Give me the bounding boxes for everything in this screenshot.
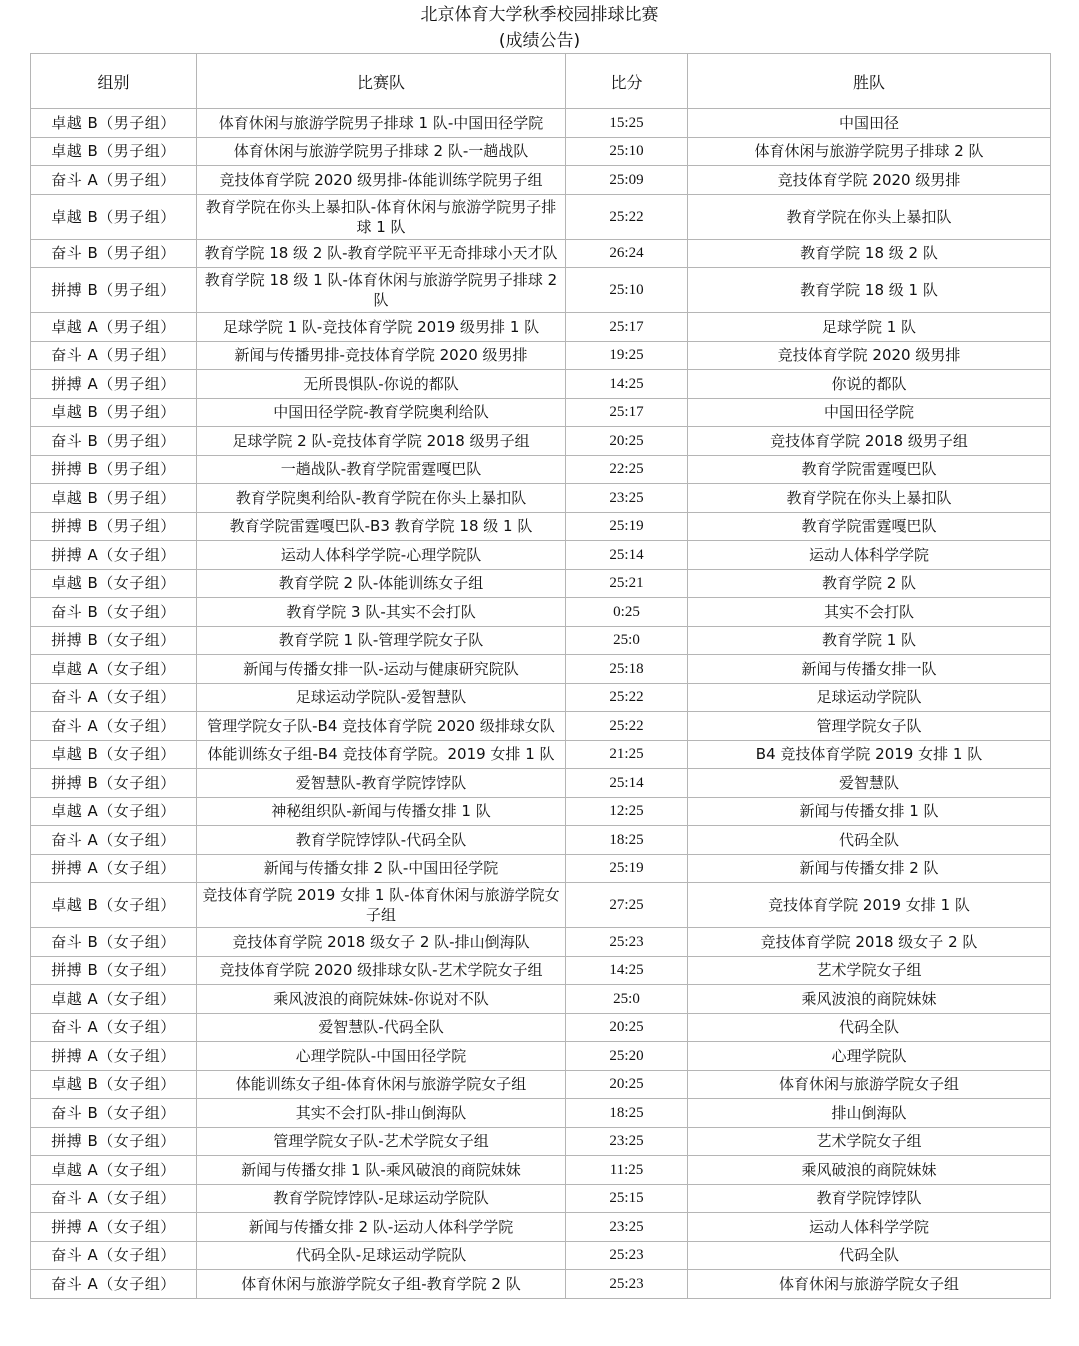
winner-cell: 教育学院饽饽队 (688, 1184, 1051, 1213)
winner-cell: 代码全队 (688, 826, 1051, 855)
score-cell: 22:25 (566, 455, 688, 484)
table-row (31, 826, 1051, 855)
teams-cell: 体能训练女子组-B4 竞技体育学院。2019 女排 1 队 (197, 740, 566, 769)
page-subtitle: (成绩公告) (498, 31, 581, 51)
group-cell: 拼搏 B（女子组） (31, 956, 197, 985)
teams-cell: 竞技体育学院 2019 女排 1 队-体育休闲与旅游学院女子组 (197, 883, 566, 928)
page-title: 北京体育大学秋季校园排球比赛 (420, 5, 659, 25)
table-row (31, 370, 1051, 399)
score-cell: 25:18 (566, 655, 688, 684)
group-cell: 拼搏 A（女子组） (31, 1213, 197, 1242)
winner-cell: 足球运动学院队 (688, 683, 1051, 712)
group-cell: 卓越 A（女子组） (31, 1156, 197, 1185)
winner-cell: 心理学院队 (688, 1042, 1051, 1071)
table-row (31, 626, 1051, 655)
score-cell: 21:25 (566, 740, 688, 769)
group-cell: 卓越 A（女子组） (31, 655, 197, 684)
score-cell: 12:25 (566, 797, 688, 826)
winner-cell: 中国田径 (688, 109, 1051, 138)
winner-cell: 体育休闲与旅游学院女子组 (688, 1070, 1051, 1099)
winner-cell: 教育学院 1 队 (688, 626, 1051, 655)
group-cell: 奋斗 B（女子组） (31, 1099, 197, 1128)
group-cell: 拼搏 A（男子组） (31, 370, 197, 399)
winner-cell: 新闻与传播女排一队 (688, 655, 1051, 684)
score-cell: 25:15 (566, 1184, 688, 1213)
table-row (31, 166, 1051, 195)
teams-cell: 体能训练女子组-体育休闲与旅游学院女子组 (197, 1070, 566, 1099)
teams-cell: 新闻与传播女排 1 队-乘风破浪的商院妹妹 (197, 1156, 566, 1185)
group-cell: 卓越 B（女子组） (31, 569, 197, 598)
score-cell: 19:25 (566, 341, 688, 370)
table-row (31, 928, 1051, 957)
teams-cell: 教育学院奥利给队-教育学院在你头上暴扣队 (197, 484, 566, 513)
score-cell: 23:25 (566, 1213, 688, 1242)
table-row (31, 569, 1051, 598)
table-row (31, 769, 1051, 798)
teams-cell: 心理学院队-中国田径学院 (197, 1042, 566, 1071)
group-cell: 奋斗 A（女子组） (31, 683, 197, 712)
winner-cell: 你说的都队 (688, 370, 1051, 399)
teams-cell: 爱智慧队-代码全队 (197, 1013, 566, 1042)
teams-cell: 代码全队-足球运动学院队 (197, 1241, 566, 1270)
table-row (31, 1042, 1051, 1071)
score-cell: 25:23 (566, 1270, 688, 1299)
winner-cell: 竞技体育学院 2020 级男排 (688, 166, 1051, 195)
table-row (31, 194, 1051, 239)
score-cell: 25:10 (566, 268, 688, 313)
table-row (31, 427, 1051, 456)
group-cell: 奋斗 B（男子组） (31, 239, 197, 268)
group-cell: 卓越 A（女子组） (31, 797, 197, 826)
group-cell: 拼搏 B（女子组） (31, 769, 197, 798)
teams-cell: 教育学院 2 队-体能训练女子组 (197, 569, 566, 598)
table-row (31, 239, 1051, 268)
table-row (31, 740, 1051, 769)
score-cell: 15:25 (566, 109, 688, 138)
table-row (31, 341, 1051, 370)
winner-cell: 竞技体育学院 2020 级男排 (688, 341, 1051, 370)
group-cell: 卓越 B（女子组） (31, 1070, 197, 1099)
score-cell: 25:0 (566, 985, 688, 1014)
teams-cell: 体育休闲与旅游学院男子排球 1 队-中国田径学院 (197, 109, 566, 138)
teams-cell: 管理学院女子队-艺术学院女子组 (197, 1127, 566, 1156)
score-cell: 14:25 (566, 956, 688, 985)
teams-cell: 新闻与传播女排 2 队-中国田径学院 (197, 854, 566, 883)
score-cell: 25:23 (566, 1241, 688, 1270)
table-row (31, 268, 1051, 313)
score-cell: 25:14 (566, 769, 688, 798)
winner-cell: 竞技体育学院 2018 级女子 2 队 (688, 928, 1051, 957)
winner-cell: 运动人体科学学院 (688, 1213, 1051, 1242)
group-cell: 拼搏 A（女子组） (31, 541, 197, 570)
group-cell: 卓越 B（女子组） (31, 883, 197, 928)
group-cell: 卓越 B（男子组） (31, 484, 197, 513)
winner-cell: 教育学院雷霆嘎巴队 (688, 455, 1051, 484)
header-row (31, 54, 1051, 109)
group-cell: 拼搏 B（男子组） (31, 455, 197, 484)
group-cell: 奋斗 B（女子组） (31, 928, 197, 957)
group-cell: 卓越 B（男子组） (31, 398, 197, 427)
table-row (31, 137, 1051, 166)
teams-cell: 体育休闲与旅游学院女子组-教育学院 2 队 (197, 1270, 566, 1299)
group-cell: 拼搏 A（女子组） (31, 1042, 197, 1071)
group-cell: 拼搏 B（男子组） (31, 268, 197, 313)
winner-cell: 中国田径学院 (688, 398, 1051, 427)
table-row (31, 313, 1051, 342)
score-cell: 25:17 (566, 313, 688, 342)
score-cell: 25:0 (566, 626, 688, 655)
table-row (31, 1127, 1051, 1156)
winner-cell: 教育学院 18 级 2 队 (688, 239, 1051, 268)
winner-cell: 乘风破浪的商院妹妹 (688, 1156, 1051, 1185)
teams-cell: 教育学院雷霆嘎巴队-B3 教育学院 18 级 1 队 (197, 512, 566, 541)
teams-cell: 一趟战队-教育学院雷霆嘎巴队 (197, 455, 566, 484)
results-table (30, 53, 1051, 1299)
teams-cell: 中国田径学院-教育学院奥利给队 (197, 398, 566, 427)
score-cell: 25:19 (566, 512, 688, 541)
winner-cell: 代码全队 (688, 1013, 1051, 1042)
score-cell: 25:20 (566, 1042, 688, 1071)
header-winner: 胜队 (688, 54, 1051, 109)
score-cell: 11:25 (566, 1156, 688, 1185)
table-row (31, 683, 1051, 712)
winner-cell: 代码全队 (688, 1241, 1051, 1270)
table-row (31, 1213, 1051, 1242)
table-row (31, 1270, 1051, 1299)
group-cell: 奋斗 B（男子组） (31, 427, 197, 456)
score-cell: 23:25 (566, 484, 688, 513)
table-row (31, 541, 1051, 570)
group-cell: 奋斗 A（女子组） (31, 1184, 197, 1213)
winner-cell: 新闻与传播女排 1 队 (688, 797, 1051, 826)
winner-cell: 艺术学院女子组 (688, 956, 1051, 985)
score-cell: 26:24 (566, 239, 688, 268)
table-row (31, 854, 1051, 883)
teams-cell: 教育学院饽饽队-代码全队 (197, 826, 566, 855)
teams-cell: 其实不会打队-排山倒海队 (197, 1099, 566, 1128)
group-cell: 卓越 A（男子组） (31, 313, 197, 342)
winner-cell: 足球学院 1 队 (688, 313, 1051, 342)
teams-cell: 教育学院 1 队-管理学院女子队 (197, 626, 566, 655)
table-row (31, 712, 1051, 741)
winner-cell: 竞技体育学院 2019 女排 1 队 (688, 883, 1051, 928)
table-row (31, 398, 1051, 427)
winner-cell: 体育休闲与旅游学院女子组 (688, 1270, 1051, 1299)
teams-cell: 教育学院 18 级 1 队-体育休闲与旅游学院男子排球 2 队 (197, 268, 566, 313)
group-cell: 卓越 B（女子组） (31, 740, 197, 769)
group-cell: 奋斗 A（男子组） (31, 341, 197, 370)
winner-cell: B4 竞技体育学院 2019 女排 1 队 (688, 740, 1051, 769)
header-score: 比分 (566, 54, 688, 109)
score-cell: 18:25 (566, 1099, 688, 1128)
teams-cell: 足球运动学院队-爱智慧队 (197, 683, 566, 712)
teams-cell: 体育休闲与旅游学院男子排球 2 队-一趟战队 (197, 137, 566, 166)
score-cell: 25:22 (566, 194, 688, 239)
winner-cell: 艺术学院女子组 (688, 1127, 1051, 1156)
score-cell: 18:25 (566, 826, 688, 855)
table-row (31, 455, 1051, 484)
teams-cell: 竞技体育学院 2020 级排球女队-艺术学院女子组 (197, 956, 566, 985)
teams-cell: 教育学院 3 队-其实不会打队 (197, 598, 566, 627)
teams-cell: 新闻与传播男排-竞技体育学院 2020 级男排 (197, 341, 566, 370)
teams-cell: 神秘组织队-新闻与传播女排 1 队 (197, 797, 566, 826)
group-cell: 奋斗 A（女子组） (31, 712, 197, 741)
winner-cell: 排山倒海队 (688, 1099, 1051, 1128)
group-cell: 奋斗 A（女子组） (31, 1270, 197, 1299)
winner-cell: 其实不会打队 (688, 598, 1051, 627)
winner-cell: 竞技体育学院 2018 级男子组 (688, 427, 1051, 456)
teams-cell: 管理学院女子队-B4 竞技体育学院 2020 级排球女队 (197, 712, 566, 741)
header-teams: 比赛队 (197, 54, 566, 109)
winner-cell: 乘风波浪的商院妹妹 (688, 985, 1051, 1014)
score-cell: 23:25 (566, 1127, 688, 1156)
group-cell: 卓越 B（男子组） (31, 137, 197, 166)
table-row (31, 655, 1051, 684)
group-cell: 拼搏 B（女子组） (31, 1127, 197, 1156)
group-cell: 拼搏 B（男子组） (31, 512, 197, 541)
table-row (31, 1184, 1051, 1213)
table-row (31, 1013, 1051, 1042)
teams-cell: 新闻与传播女排一队-运动与健康研究院队 (197, 655, 566, 684)
results-body (31, 109, 1051, 1299)
teams-cell: 运动人体科学学院-心理学院队 (197, 541, 566, 570)
group-cell: 卓越 A（女子组） (31, 985, 197, 1014)
group-cell: 卓越 B（男子组） (31, 109, 197, 138)
teams-cell: 无所畏惧队-你说的都队 (197, 370, 566, 399)
table-row (31, 484, 1051, 513)
winner-cell: 新闻与传播女排 2 队 (688, 854, 1051, 883)
table-row (31, 1099, 1051, 1128)
group-cell: 奋斗 A（男子组） (31, 166, 197, 195)
score-cell: 20:25 (566, 1013, 688, 1042)
teams-cell: 足球学院 1 队-竞技体育学院 2019 级男排 1 队 (197, 313, 566, 342)
winner-cell: 教育学院 2 队 (688, 569, 1051, 598)
table-row (31, 985, 1051, 1014)
table-row (31, 797, 1051, 826)
teams-cell: 教育学院饽饽队-足球运动学院队 (197, 1184, 566, 1213)
group-cell: 卓越 B（男子组） (31, 194, 197, 239)
score-cell: 20:25 (566, 427, 688, 456)
table-row (31, 1241, 1051, 1270)
table-row (31, 109, 1051, 138)
winner-cell: 教育学院雷霆嘎巴队 (688, 512, 1051, 541)
winner-cell: 管理学院女子队 (688, 712, 1051, 741)
winner-cell: 运动人体科学学院 (688, 541, 1051, 570)
score-cell: 25:22 (566, 712, 688, 741)
group-cell: 奋斗 A（女子组） (31, 826, 197, 855)
score-cell: 0:25 (566, 598, 688, 627)
score-cell: 25:22 (566, 683, 688, 712)
group-cell: 奋斗 A（女子组） (31, 1013, 197, 1042)
teams-cell: 新闻与传播女排 2 队-运动人体科学学院 (197, 1213, 566, 1242)
winner-cell: 教育学院在你头上暴扣队 (688, 194, 1051, 239)
score-cell: 25:19 (566, 854, 688, 883)
teams-cell: 乘风波浪的商院妹妹-你说对不队 (197, 985, 566, 1014)
score-cell: 25:23 (566, 928, 688, 957)
score-cell: 25:21 (566, 569, 688, 598)
winner-cell: 教育学院在你头上暴扣队 (688, 484, 1051, 513)
score-cell: 27:25 (566, 883, 688, 928)
score-cell: 25:17 (566, 398, 688, 427)
teams-cell: 足球学院 2 队-竞技体育学院 2018 级男子组 (197, 427, 566, 456)
table-row (31, 598, 1051, 627)
group-cell: 奋斗 B（女子组） (31, 598, 197, 627)
score-cell: 20:25 (566, 1070, 688, 1099)
teams-cell: 竞技体育学院 2020 级男排-体能训练学院男子组 (197, 166, 566, 195)
winner-cell: 体育休闲与旅游学院男子排球 2 队 (688, 137, 1051, 166)
group-cell: 拼搏 B（女子组） (31, 626, 197, 655)
group-cell: 拼搏 A（女子组） (31, 854, 197, 883)
teams-cell: 教育学院 18 级 2 队-教育学院平平无奇排球小天才队 (197, 239, 566, 268)
teams-cell: 竞技体育学院 2018 级女子 2 队-排山倒海队 (197, 928, 566, 957)
table-row (31, 1156, 1051, 1185)
teams-cell: 爱智慧队-教育学院饽饽队 (197, 769, 566, 798)
score-cell: 25:14 (566, 541, 688, 570)
winner-cell: 爱智慧队 (688, 769, 1051, 798)
table-row (31, 1070, 1051, 1099)
score-cell: 25:10 (566, 137, 688, 166)
teams-cell: 教育学院在你头上暴扣队-体育休闲与旅游学院男子排球 1 队 (197, 194, 566, 239)
table-row (31, 883, 1051, 928)
header-group: 组别 (31, 54, 197, 109)
winner-cell: 教育学院 18 级 1 队 (688, 268, 1051, 313)
score-cell: 25:09 (566, 166, 688, 195)
table-row (31, 956, 1051, 985)
score-cell: 14:25 (566, 370, 688, 399)
group-cell: 奋斗 A（女子组） (31, 1241, 197, 1270)
table-row (31, 512, 1051, 541)
